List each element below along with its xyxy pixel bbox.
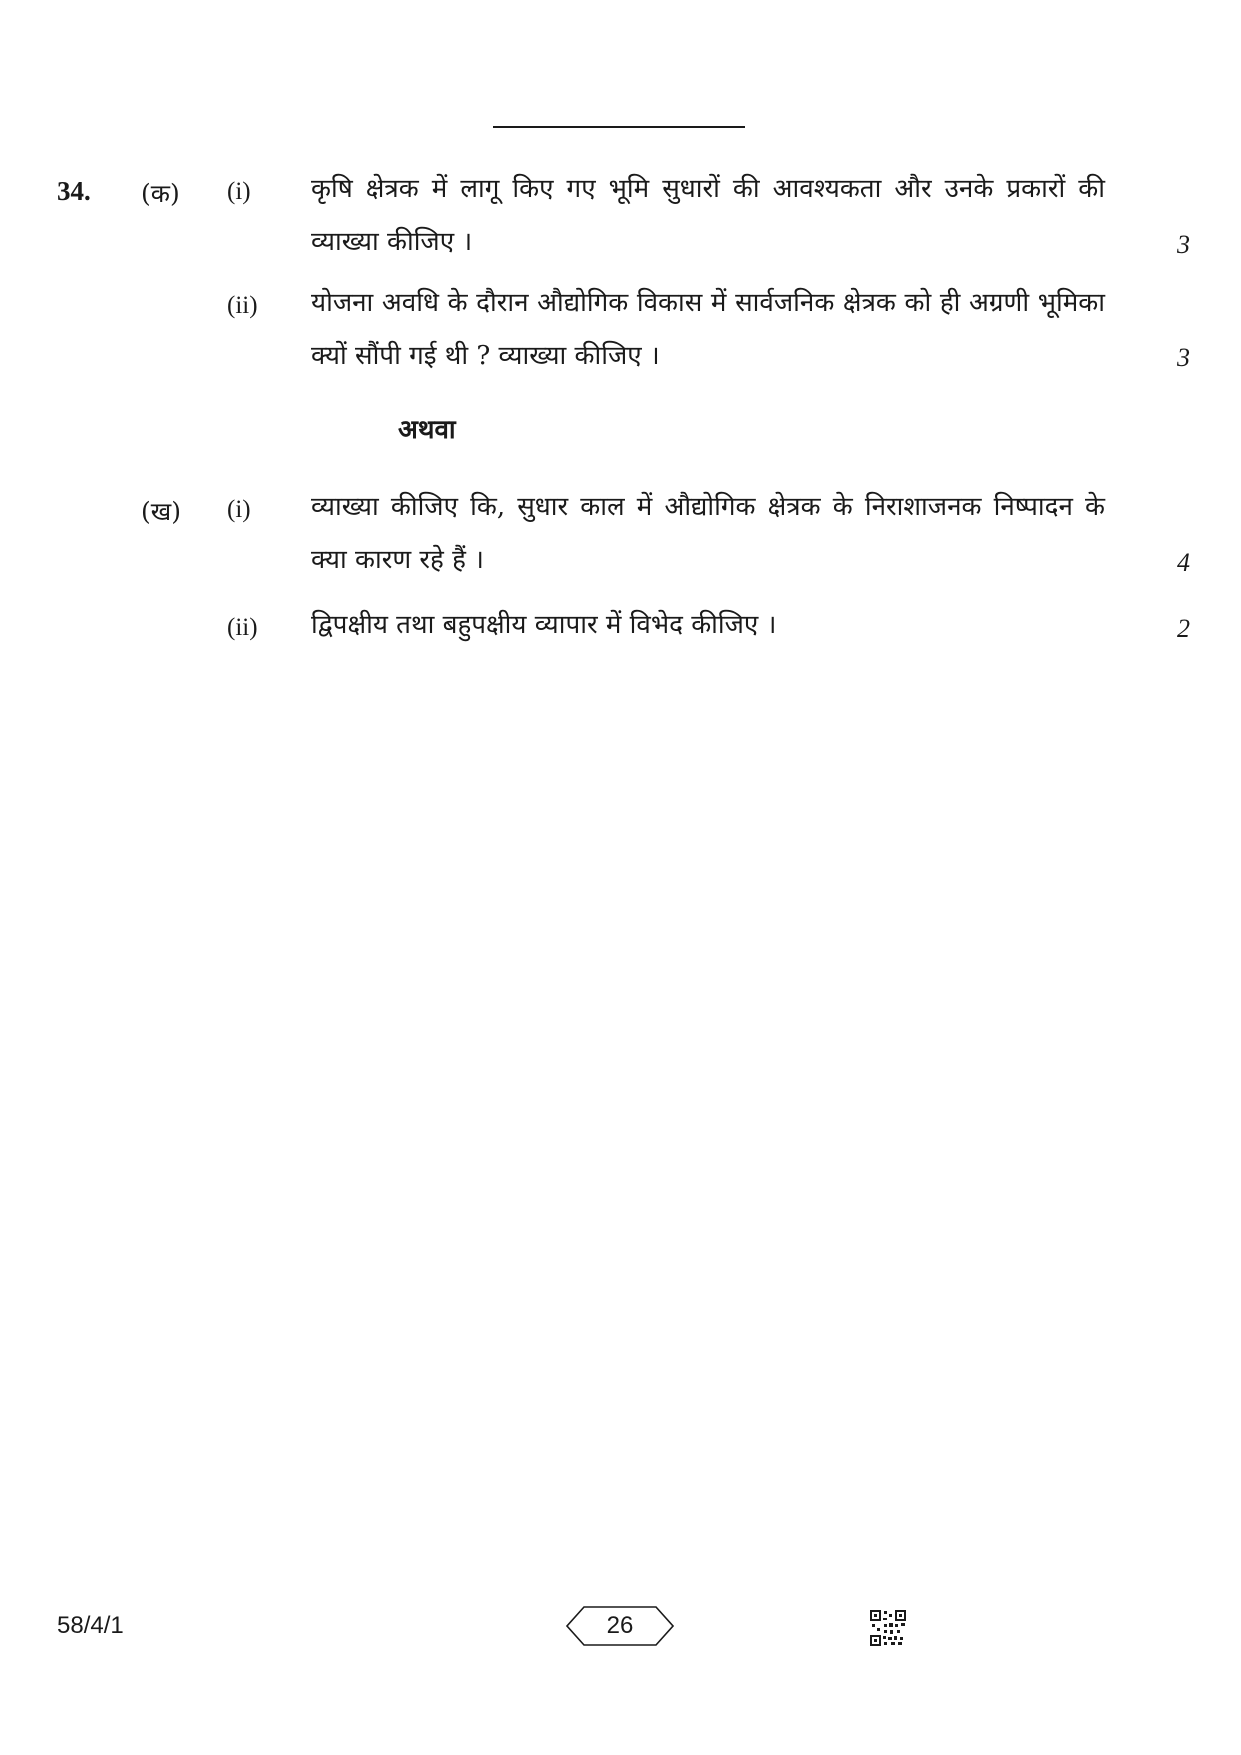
part-b-item-2-marks: 2 xyxy=(1177,614,1190,643)
or-label: अथवा xyxy=(398,415,456,445)
part-a-label: (क) xyxy=(141,179,180,208)
part-a-item-2-label: (ii) xyxy=(227,292,258,319)
top-divider xyxy=(493,126,745,128)
paper-code: 58/4/1 xyxy=(57,1612,124,1639)
part-b-item-2-text: द्विपक्षीय तथा बहुपक्षीय व्यापार में विभेद कीजिए । xyxy=(311,610,777,640)
part-a-item-2-marks: 3 xyxy=(1177,343,1190,372)
part-a-item-2-text: योजना अवधि के दौरान औद्योगिक विकास में सार्वजनिक क्षेत्रक को ही अग्रणी भूमिका क्यों सौंपी गई थी ? व्याख्या कीजिए । xyxy=(311,288,1105,371)
qr-code-icon xyxy=(870,1610,906,1646)
part-b-item-1-marks: 4 xyxy=(1177,548,1190,577)
part-b-item-1-label: (i) xyxy=(227,496,251,523)
page-number: 26 xyxy=(606,1612,634,1639)
part-b-item-1-text: व्याख्या कीजिए कि, सुधार काल में औद्योगिक क्षेत्रक के निराशाजनक निष्पादन के क्या कारण रहे हैं । xyxy=(311,492,1105,575)
page-number-badge xyxy=(566,1606,674,1646)
part-b-item-2-label: (ii) xyxy=(227,614,258,641)
part-b-label: (ख) xyxy=(141,497,181,526)
part-a-item-1-text: कृषि क्षेत्रक में लागू किए गए भूमि सुधारों की आवश्यकता और उनके प्रकारों की व्याख्या कीजिए । xyxy=(311,174,1105,257)
question-number: 34. xyxy=(57,176,91,206)
part-a-item-1-label: (i) xyxy=(227,178,251,205)
part-a-item-1-marks: 3 xyxy=(1177,230,1190,259)
